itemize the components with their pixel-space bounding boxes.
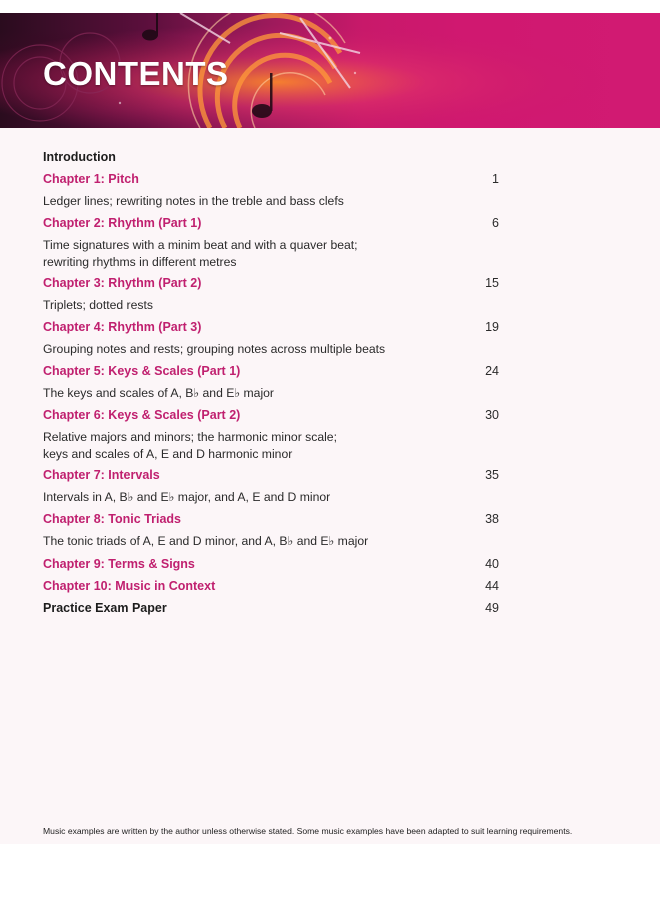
toc-chapter-title: Chapter 8: Tonic Triads (43, 512, 181, 526)
toc-chapter-title: Chapter 9: Terms & Signs (43, 557, 195, 571)
toc-page-number: 35 (485, 468, 499, 482)
toc-chapter-4-description (43, 341, 499, 358)
toc-chapter-description: Relative majors and minors; the harmonic minor scale; keys and scales of A, E and D harmonic minor (43, 430, 337, 461)
footer-note: Music examples are written by the author unless otherwise stated. Some music examples have been adapted to suit learning requirements. (43, 826, 573, 836)
toc-chapter-description: Ledger lines; rewriting notes in the treble and bass clefs (43, 194, 344, 208)
toc-chapter-1-description (43, 193, 499, 210)
toc-chapter-4[interactable] (43, 319, 499, 336)
toc-chapter-7-description (43, 489, 499, 506)
toc-page-number: 44 (485, 579, 499, 593)
contents-banner (0, 13, 660, 128)
toc-introduction[interactable] (43, 149, 499, 166)
page (0, 13, 660, 844)
toc-practice-title: Practice Exam Paper (43, 601, 167, 615)
toc-chapter-8-description (43, 533, 499, 550)
toc-chapter-7[interactable] (43, 467, 499, 484)
toc-page-number: 38 (485, 512, 499, 526)
toc-introduction-label: Introduction (43, 150, 116, 164)
toc-chapter-description: Intervals in A, B♭ and E♭ major, and A, E and D minor (43, 490, 331, 504)
toc-page-number: 40 (485, 557, 499, 571)
toc-chapter-description: The keys and scales of A, B♭ and E♭ major (43, 386, 274, 400)
toc-chapter-6[interactable] (43, 407, 499, 424)
toc-page-number: 6 (492, 216, 499, 230)
toc-page-number: 49 (485, 601, 499, 615)
toc-page-number: 24 (485, 364, 499, 378)
toc-chapter-8[interactable] (43, 511, 499, 528)
toc-chapter-title: Chapter 4: Rhythm (Part 3) (43, 320, 202, 334)
toc-chapter-description: The tonic triads of A, E and D minor, and A, B♭ and E♭ major (43, 534, 369, 548)
toc-chapter-3[interactable] (43, 275, 499, 292)
toc-practice-exam-paper[interactable] (43, 600, 499, 617)
page-title: CONTENTS (43, 55, 229, 92)
toc-page-number: 19 (485, 320, 499, 334)
toc-chapter-5[interactable] (43, 363, 499, 380)
toc-chapter-1[interactable] (43, 171, 499, 188)
toc-chapter-title: Chapter 1: Pitch (43, 172, 139, 186)
toc-chapter-title: Chapter 2: Rhythm (Part 1) (43, 216, 202, 230)
toc-chapter-6-description (43, 429, 499, 463)
toc-chapter-5-description (43, 385, 499, 402)
toc-chapter-10[interactable] (43, 578, 499, 595)
toc-chapter-title: Chapter 6: Keys & Scales (Part 2) (43, 408, 241, 422)
toc-chapter-description: Grouping notes and rests; grouping notes across multiple beats (43, 342, 386, 356)
toc-chapter-title: Chapter 7: Intervals (43, 468, 160, 482)
toc-page-number: 1 (492, 172, 499, 186)
toc-page-number: 30 (485, 408, 499, 422)
toc-chapter-3-description (43, 297, 499, 314)
toc-page-number: 15 (485, 276, 499, 290)
toc-chapter-2[interactable] (43, 215, 499, 232)
toc-chapter-title: Chapter 5: Keys & Scales (Part 1) (43, 364, 241, 378)
toc-chapter-description: Time signatures with a minim beat and with a quaver beat; rewriting rhythms in different metres (43, 238, 358, 269)
toc-chapter-title: Chapter 3: Rhythm (Part 2) (43, 276, 202, 290)
toc-chapter-title: Chapter 10: Music in Context (43, 579, 216, 593)
toc-chapter-description: Triplets; dotted rests (43, 298, 153, 312)
toc-chapter-2-description (43, 237, 499, 271)
toc-chapter-9[interactable] (43, 556, 499, 573)
